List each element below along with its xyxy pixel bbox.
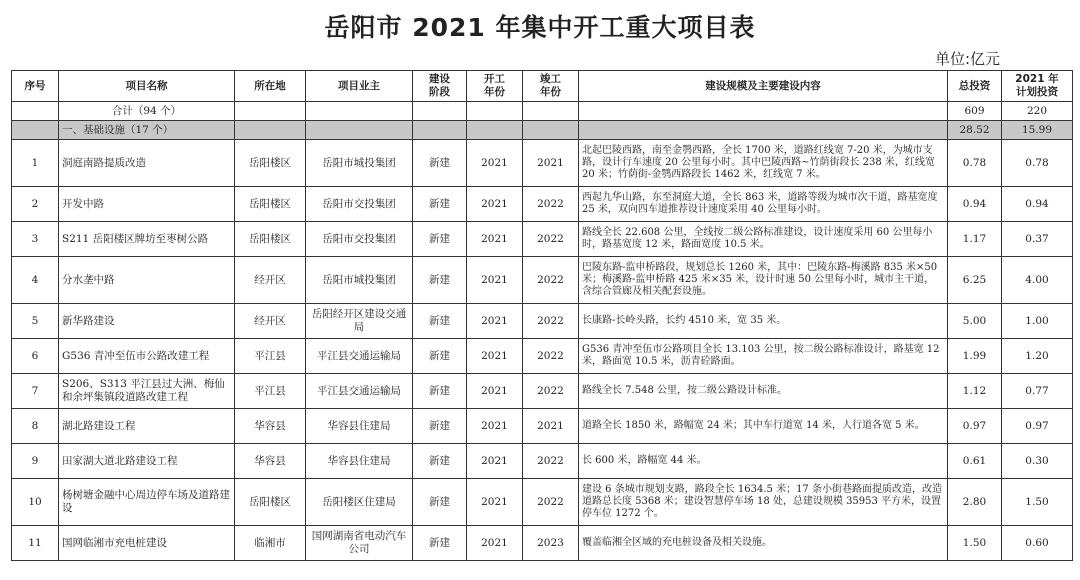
project-location: 临湘市: [235, 526, 306, 561]
row-number: 6: [12, 339, 59, 374]
build-stage: 新建: [413, 409, 467, 444]
total-investment: 2.80: [948, 479, 1002, 526]
plan-investment: 4.00: [1002, 257, 1073, 304]
row-number: 7: [12, 374, 59, 409]
project-name: 杨树塘金融中心周边停车场及道路建设: [59, 479, 235, 526]
table-row: [12, 257, 1073, 304]
table-row: [12, 140, 1073, 187]
project-description: 路线全长 22.608 公里，全线按二级公路标准建设，设计速度采用 60 公里每小时，路基宽度 12 米，路面宽度 10.5 米。: [579, 222, 948, 257]
table-row: [12, 409, 1073, 444]
start-year: 2021: [467, 444, 523, 479]
end-year: 2022: [523, 222, 579, 257]
end-year: 2022: [523, 479, 579, 526]
project-name: 洞庭南路提质改造: [59, 140, 235, 187]
end-year: 2022: [523, 187, 579, 222]
section-label: 一、基础设施（17 个）: [59, 121, 235, 140]
plan-investment: 1.20: [1002, 339, 1073, 374]
project-name: 田家湖大道北路建设工程: [59, 444, 235, 479]
build-stage: 新建: [413, 526, 467, 561]
total-investment: 0.61: [948, 444, 1002, 479]
total-investment: 1.12: [948, 374, 1002, 409]
row-number: 1: [12, 140, 59, 187]
total-investment: 1.50: [948, 526, 1002, 561]
header-col-no: 序号: [12, 71, 59, 102]
build-stage: 新建: [413, 339, 467, 374]
plan-investment: 1.50: [1002, 479, 1073, 526]
unit-label: 单位:亿元: [934, 50, 1000, 68]
total-investment: 609: [948, 102, 1002, 121]
project-name: S206、S313 平江县过大洲、梅仙和余坪集镇段道路改建工程: [59, 374, 235, 409]
end-year: 2021: [523, 409, 579, 444]
header-col-stage: 建设 阶段: [413, 71, 467, 102]
start-year: 2021: [467, 409, 523, 444]
plan-investment: 0.97: [1002, 409, 1073, 444]
plan-investment: 0.60: [1002, 526, 1073, 561]
project-location: 经开区: [235, 304, 306, 339]
project-owner: 岳阳市交投集团: [306, 222, 413, 257]
end-year: 2023: [523, 526, 579, 561]
project-location: 华容县: [235, 409, 306, 444]
build-stage: 新建: [413, 187, 467, 222]
project-owner: 岳阳市交投集团: [306, 187, 413, 222]
row-number: 5: [12, 304, 59, 339]
start-year: 2021: [467, 479, 523, 526]
build-stage: 新建: [413, 374, 467, 409]
header-col-total-investment: 总投资: [948, 71, 1002, 102]
project-owner: 岳阳经开区建设交通局: [306, 304, 413, 339]
project-name: G536 青冲至伍市公路改建工程: [59, 339, 235, 374]
row-number: 9: [12, 444, 59, 479]
project-name: 国网临湘市充电桩建设: [59, 526, 235, 561]
project-owner: 平江县交通运输局: [306, 339, 413, 374]
total-row: [12, 102, 1073, 121]
start-year: 2021: [467, 304, 523, 339]
table-row: [12, 526, 1073, 561]
total-investment: 0.78: [948, 140, 1002, 187]
end-year: 2022: [523, 304, 579, 339]
project-name: 开发中路: [59, 187, 235, 222]
project-location: 岳阳楼区: [235, 140, 306, 187]
row-number: 8: [12, 409, 59, 444]
total-investment: 0.97: [948, 409, 1002, 444]
end-year: 2022: [523, 339, 579, 374]
start-year: 2021: [467, 222, 523, 257]
table-row: [12, 222, 1073, 257]
row-number: 4: [12, 257, 59, 304]
project-owner: 岳阳楼区住建局: [306, 479, 413, 526]
table-row: [12, 479, 1073, 526]
start-year: 2021: [467, 526, 523, 561]
row-number: 2: [12, 187, 59, 222]
project-owner: 华容县住建局: [306, 444, 413, 479]
project-description: 建设 6 条城市规划支路，路段全长 1634.5 米；17 条小街巷路面提质改造，改造道路总长度 5368 米；建设智慧停车场 18 处，总建设规模 35953 平方米，设置停车位 1272 个。: [579, 479, 948, 526]
project-name: S211 岳阳楼区牌坊至枣树公路: [59, 222, 235, 257]
end-year: 2022: [523, 374, 579, 409]
project-description: 覆盖临湘全区域的充电桩设备及相关设施。: [579, 526, 948, 561]
row-number: 10: [12, 479, 59, 526]
project-description: 长康路-长岭头路，长约 4510 米，宽 35 米。: [579, 304, 948, 339]
start-year: 2021: [467, 187, 523, 222]
build-stage: 新建: [413, 444, 467, 479]
project-description: 路线全长 7.548 公里，按二级公路设计标准。: [579, 374, 948, 409]
project-description: 西起九华山路，东至洞庭大道，全长 863 米，道路等级为城市次干道，路基宽度 25 米，双向四车道推荐设计速度采用 40 公里每小时。: [579, 187, 948, 222]
start-year: 2021: [467, 339, 523, 374]
project-owner: 岳阳市城投集团: [306, 140, 413, 187]
table-row: [12, 444, 1073, 479]
project-description: G536 青冲至伍市公路项目全长 13.103 公里，按二级公路标准设计，路基宽 12 米，路面宽 10.5 米，沥青砼路面。: [579, 339, 948, 374]
header-col-owner: 项目业主: [306, 71, 413, 102]
section-plan-investment: 15.99: [1002, 121, 1073, 140]
build-stage: 新建: [413, 140, 467, 187]
plan-investment: 0.94: [1002, 187, 1073, 222]
project-owner: 华容县住建局: [306, 409, 413, 444]
project-owner: 平江县交通运输局: [306, 374, 413, 409]
project-owner: 岳阳市城投集团: [306, 257, 413, 304]
total-investment: 0.94: [948, 187, 1002, 222]
header-col-start-year: 开工 年份: [467, 71, 523, 102]
table-row: [12, 339, 1073, 374]
project-location: 经开区: [235, 257, 306, 304]
project-description: 长 600 米，路幅宽 44 米。: [579, 444, 948, 479]
header-col-description: 建设规模及主要建设内容: [579, 71, 948, 102]
project-name: 湖北路建设工程: [59, 409, 235, 444]
project-name: 分水垄中路: [59, 257, 235, 304]
total-label: 合计（94 个）: [59, 102, 235, 121]
table-row: [12, 304, 1073, 339]
end-year: 2021: [523, 140, 579, 187]
total-investment: 1.99: [948, 339, 1002, 374]
build-stage: 新建: [413, 222, 467, 257]
section-row: [12, 121, 1073, 140]
project-description: 巴陵东路-监申桥路段，规划总长 1260 米，其中：巴陵东路-梅溪路 835 米×50 米；梅溪路-监申桥路 425 米×35 米，设计时速 50 公里每小时，城市主干道，含综合管廊及相关配套设施。: [579, 257, 948, 304]
plan-investment: 0.37: [1002, 222, 1073, 257]
header-col-name: 项目名称: [59, 71, 235, 102]
project-description: 北起巴陵西路，南至金鹗西路，全长 1700 米，道路红线宽 7-20 米，为城市支路，设计行车速度 20 公里每小时。其中巴陵西路~竹荫街段长 238 米，红线宽 20 米；竹荫街-金鹗西路段长 1462 米，红线宽 7 米。: [579, 140, 948, 187]
build-stage: 新建: [413, 304, 467, 339]
build-stage: 新建: [413, 479, 467, 526]
project-location: 岳阳楼区: [235, 479, 306, 526]
build-stage: 新建: [413, 257, 467, 304]
page-title: 岳阳市 2021 年集中开工重大项目表: [324, 13, 756, 42]
project-description: 道路全长 1850 米，路幅宽 24 米；其中车行道宽 14 米，人行道各宽 5 米。: [579, 409, 948, 444]
header-col-location: 所在地: [235, 71, 306, 102]
row-number: 11: [12, 526, 59, 561]
table-row: [12, 187, 1073, 222]
start-year: 2021: [467, 374, 523, 409]
total-investment: 6.25: [948, 257, 1002, 304]
project-location: 岳阳楼区: [235, 222, 306, 257]
header-col-end-year: 竣工 年份: [523, 71, 579, 102]
project-table: [11, 70, 1073, 561]
project-location: 华容县: [235, 444, 306, 479]
end-year: 2022: [523, 257, 579, 304]
project-location: 平江县: [235, 374, 306, 409]
project-name: 新华路建设: [59, 304, 235, 339]
plan-investment: 0.77: [1002, 374, 1073, 409]
total-investment: 1.17: [948, 222, 1002, 257]
plan-investment: 0.78: [1002, 140, 1073, 187]
total-plan-investment: 220: [1002, 102, 1073, 121]
start-year: 2021: [467, 257, 523, 304]
section-investment: 28.52: [948, 121, 1002, 140]
row-number: 3: [12, 222, 59, 257]
start-year: 2021: [467, 140, 523, 187]
project-owner: 国网湖南省电动汽车公司: [306, 526, 413, 561]
project-location: 岳阳楼区: [235, 187, 306, 222]
end-year: 2022: [523, 444, 579, 479]
header-col-2021-plan: 2021 年 计划投资: [1002, 71, 1073, 102]
table-row: [12, 374, 1073, 409]
project-location: 平江县: [235, 339, 306, 374]
table-header-row: [12, 71, 1073, 102]
plan-investment: 0.30: [1002, 444, 1073, 479]
total-investment: 5.00: [948, 304, 1002, 339]
plan-investment: 1.00: [1002, 304, 1073, 339]
